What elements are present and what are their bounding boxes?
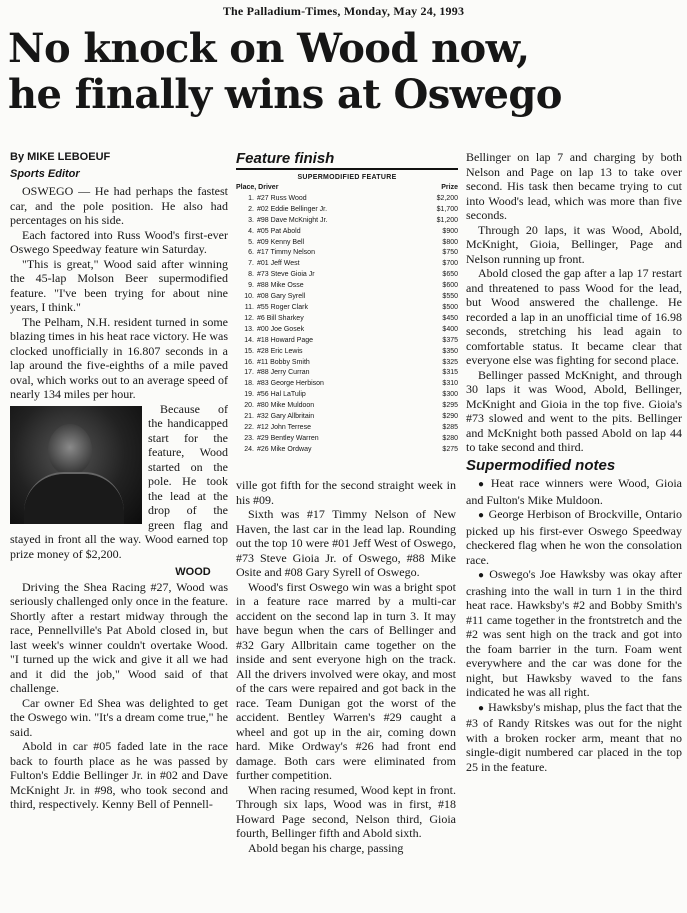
- results-place: 23.: [244, 434, 254, 442]
- results-place: 16.: [244, 358, 254, 366]
- results-driver: #02 Eddie Bellinger Jr.: [257, 205, 328, 213]
- results-driver: #98 Dave McKnight Jr.: [257, 216, 328, 224]
- results-place: 10.: [244, 293, 254, 301]
- results-place: 3.: [248, 216, 254, 224]
- article-paragraph: OSWEGO — He had perhaps the fastest car, and the pole position. He also had percentages on his side.: [10, 184, 228, 227]
- results-driver: #29 Bentley Warren: [257, 434, 319, 442]
- results-driver: #73 Steve Gioia Jr: [257, 271, 315, 279]
- note-text: George Herbison of Brockville, Ontario picked up his first-ever Oswego Speedway checkered flag when he won the consolation race.: [466, 507, 682, 567]
- photo-face: [48, 424, 92, 476]
- article-paragraph: Abold in car #05 faded late in the race back to fourth place as he was passed by Fulton's Eddie Bellinger Jr. in #02 and Dave McKnight Jr. in #98, who took second and third, respectively. Kenny Bell of Pennell-: [10, 739, 228, 811]
- results-prize: $900: [442, 227, 458, 235]
- notes-title: Supermodified notes: [466, 456, 616, 474]
- results-place: 22.: [244, 423, 254, 431]
- results-driver: #6 Bill Sharkey: [257, 314, 304, 322]
- results-place: 24.: [244, 445, 254, 453]
- results-driver: #05 Pat Abold: [257, 227, 301, 235]
- results-row: [236, 347, 458, 358]
- results-list: [236, 194, 458, 456]
- results-row: [236, 205, 458, 216]
- results-driver: #32 Gary Allbritain: [257, 413, 315, 421]
- photo-body: [24, 472, 124, 524]
- results-row: [236, 368, 458, 379]
- results-prize: $1,700: [436, 205, 458, 213]
- results-place: 9.: [248, 282, 254, 290]
- article-paragraph: Because of the handicapped start for the feature, Wood started on the pole. He took the lead at the drop of the green flag and stayed in front all the way. Wood earned top prize money of $2,200.: [10, 401, 228, 561]
- results-prize: $600: [442, 282, 458, 290]
- results-prize: $375: [442, 336, 458, 344]
- article-paragraph: Through 20 laps, it was Wood, Abold, McKnight, Gioia, Bellinger, Page and Nelson running up front.: [466, 222, 682, 266]
- results-row: [236, 303, 458, 314]
- article-column-1: [10, 150, 228, 812]
- results-place: 8.: [248, 271, 254, 279]
- results-prize: $550: [442, 293, 458, 301]
- article-paragraph: Abold closed the gap after a lap 17 restart and threatened to pass Wood for the lead, but Wood answered the challenge. He recorded a lap in an unofficial time of 16.98 seconds, stretching his lead again to comfortable status. It became clear that everyone else was fighting for second place.: [466, 266, 682, 367]
- results-row: [236, 270, 458, 281]
- results-header-place: Place, Driver: [236, 184, 279, 191]
- results-driver: #55 Roger Clark: [257, 303, 308, 311]
- results-driver: #00 Joe Gosek: [257, 325, 305, 333]
- feature-finish-box: [236, 150, 458, 474]
- results-driver: #28 Eric Lewis: [257, 347, 303, 355]
- article-paragraph: "This is great," Wood said after winning the 45-lap Molson Beer supermodified feature. "I've been trying for about nine years, I think.": [10, 256, 228, 314]
- results-place: 15.: [244, 347, 254, 355]
- results-row: [236, 216, 458, 227]
- results-place: 6.: [248, 249, 254, 257]
- article-paragraph: Each factored into Russ Wood's first-ever Oswego Speedway feature win Saturday.: [10, 227, 228, 256]
- results-header-prize: Prize: [441, 184, 458, 191]
- results-driver: #12 John Terrese: [257, 423, 311, 431]
- results-prize: $750: [442, 249, 458, 257]
- article-paragraph: Driving the Shea Racing #27, Wood was seriously challenged only once in the feature. Shortly after a restart midway through the race, Pennellville's Pat Abold closed in, but last week's winner couldn't overtake Wood. "I turned up the wick and give it all we had and it did the job," Wood said of that challenge.: [10, 579, 228, 695]
- results-prize: $1,200: [436, 216, 458, 224]
- results-row: [236, 325, 458, 336]
- results-row: [236, 259, 458, 270]
- article-paragraph: When racing resumed, Wood kept in front. Through six laps, Wood was in first, #18 Howard Page second, Nelson third, Gioia fourth, Bellinger fifth and Abold sixth.: [236, 782, 456, 840]
- note-item: [466, 700, 682, 775]
- byline: By MIKE LEBOEUF: [10, 151, 111, 163]
- results-prize: $650: [442, 271, 458, 279]
- driver-photo-wrap: [10, 406, 142, 524]
- dateline: The Palladium-Times, Monday, May 24, 1993: [222, 4, 465, 18]
- results-row: [236, 412, 458, 423]
- results-row: [236, 336, 458, 347]
- results-prize: $310: [442, 380, 458, 388]
- results-row: [236, 248, 458, 259]
- results-row: [236, 379, 458, 390]
- results-prize: $700: [442, 260, 458, 268]
- results-driver: #01 Jeff West: [257, 260, 300, 268]
- results-row: [236, 358, 458, 369]
- note-item: [466, 567, 682, 700]
- headline-line-2: he finally wins at Oswego: [8, 71, 562, 118]
- article-paragraph: ville got fifth for the second straight week in his #09.: [236, 478, 456, 507]
- bullet-icon: ●: [478, 510, 485, 521]
- results-prize: $300: [442, 391, 458, 399]
- feature-finish-title: Feature finish: [236, 150, 458, 170]
- results-place: 5.: [248, 238, 254, 246]
- results-prize: $285: [442, 423, 458, 431]
- results-place: 21.: [244, 413, 254, 421]
- results-prize: $290: [442, 413, 458, 421]
- results-row: [236, 401, 458, 412]
- results-prize: $2,200: [436, 194, 458, 202]
- results-place: 1.: [248, 194, 254, 202]
- feature-finish-subtitle: SUPERMODIFIED FEATURE: [297, 174, 397, 181]
- note-item: [466, 476, 682, 507]
- article-column-2: [236, 478, 456, 855]
- results-prize: $315: [442, 369, 458, 377]
- note-text: Oswego's Joe Hawksby was okay after crashing into the wall in turn 1 in the third heat race. Hawksby's #2 and Bobby Smith's #11 came together in the frontstretch and the #2 was sent high on the track and got into the foam barrier in the turn. Foam went everywhere and the car was done for the night, but Hawksby waved to the fans indicated he was all right.: [466, 567, 682, 699]
- results-place: 17.: [244, 369, 254, 377]
- results-driver: #27 Russ Wood: [257, 194, 307, 202]
- results-place: 13.: [244, 325, 254, 333]
- results-place: 11.: [244, 303, 254, 311]
- results-row: [236, 423, 458, 434]
- article-paragraph: Bellinger passed McKnight, and through 30 laps it was Wood, Abold, Bellinger, McKnight and Gioia in the top five. Gioia's #73 slowed and went to the pits. Bellinger and McKnight both passed Abold on lap 44 to take second and third.: [466, 367, 682, 454]
- article-paragraph: Car owner Ed Shea was delighted to get the Oswego win. "It's a dream come true," he said.: [10, 695, 228, 739]
- article-paragraph: Sixth was #17 Timmy Nelson of New Haven, the last car in the lead lap. Rounding out the top 10 were #01 Jeff West of Oswego, #73 Steve Gioia Jr. of Oswego, #88 Mike Osite and #08 Gary Syrell of Oswego.: [236, 507, 456, 579]
- article-paragraph: Abold began his charge, passing: [248, 840, 404, 855]
- results-row: [236, 314, 458, 325]
- article-paragraph: Wood's first Oswego win was a bright spot in a feature race marred by a multi-car accident on the second lap in turn 3. It may have begun when the cars of Bellinger and #32 Gary Allbritain came together on the inside and sent everyone high on the track. All the drivers involved were okay, and most of the cars were repaired and got back in the race. Team Dunigan got the worst of the accident. Bentley Warren's #29 caught a wheel and got up in the air, coming down hard. Mike Ordway's #26 had front end damage. Both cars were eliminated from further competition.: [236, 579, 456, 782]
- driver-photo: [10, 406, 142, 524]
- results-driver: #18 Howard Page: [257, 336, 314, 344]
- results-prize: $400: [442, 325, 458, 333]
- results-place: 14.: [244, 336, 254, 344]
- photo-caption: WOOD: [175, 566, 211, 578]
- article-column-3: [466, 150, 682, 774]
- results-prize: $295: [442, 402, 458, 410]
- results-row: [236, 445, 458, 456]
- note-item: [466, 507, 682, 567]
- results-row: [236, 238, 458, 249]
- results-prize: $280: [442, 434, 458, 442]
- results-row: [236, 227, 458, 238]
- results-driver: #09 Kenny Bell: [257, 238, 305, 246]
- results-place: 7.: [248, 260, 254, 268]
- results-driver: #11 Bobby Smith: [257, 358, 310, 366]
- results-place: 18.: [244, 380, 254, 388]
- bullet-icon: ●: [478, 570, 486, 581]
- results-driver: #83 George Herbison: [257, 380, 324, 388]
- results-driver: #17 Timmy Nelson: [257, 249, 315, 257]
- results-row: [236, 434, 458, 445]
- results-driver: #26 Mike Ordway: [257, 445, 312, 453]
- results-row: [236, 292, 458, 303]
- bullet-icon: ●: [478, 702, 485, 714]
- results-prize: $275: [442, 445, 458, 453]
- results-prize: $325: [442, 358, 458, 366]
- results-row: [236, 194, 458, 205]
- article-paragraph: Bellinger on lap 7 and charging by both Nelson and Page on lap 13 to take over second. His task then became trying to cut into Wood's lead, which was more than five seconds.: [466, 150, 682, 222]
- byline-role: Sports Editor: [10, 167, 80, 180]
- headline-line-1: No knock on Wood now,: [8, 25, 530, 72]
- results-place: 20.: [244, 402, 254, 410]
- results-driver: #88 Mike Osse: [257, 282, 304, 290]
- note-text: Hawksby's mishap, plus the fact that the #3 of Randy Ritskes was out for the night with a broken rocker arm, meant that no single-digit numbered car placed in the top 25 in the feature.: [466, 699, 683, 774]
- bullet-icon: ●: [478, 479, 487, 490]
- article-paragraph: The Pelham, N.H. resident turned in some blazing times in his heat race victory. He was clocked unofficially in 16.807 seconds in a lap around the five-eighths of a mile paved oval, which works out to an average speed of nearly 134 miles per hour.: [10, 314, 228, 401]
- headline: [8, 26, 683, 118]
- results-driver: #08 Gary Syrell: [257, 293, 306, 301]
- note-text: Heat race winners were Wood, Gioia and Fulton's Mike Muldoon.: [466, 476, 682, 507]
- results-row: [236, 281, 458, 292]
- results-driver: #80 Mike Muldoon: [257, 402, 315, 410]
- results-prize: $350: [442, 347, 458, 355]
- results-row: [236, 390, 458, 401]
- results-prize: $500: [442, 303, 458, 311]
- results-place: 4.: [248, 227, 254, 235]
- results-place: 2.: [248, 205, 254, 213]
- results-prize: $450: [442, 314, 458, 322]
- results-place: 12.: [244, 314, 254, 322]
- results-header: [236, 183, 458, 194]
- results-driver: #56 Hal LaTulip: [257, 391, 306, 399]
- results-prize: $800: [442, 238, 458, 246]
- results-place: 19.: [244, 391, 254, 399]
- results-driver: #88 Jerry Curran: [257, 369, 310, 377]
